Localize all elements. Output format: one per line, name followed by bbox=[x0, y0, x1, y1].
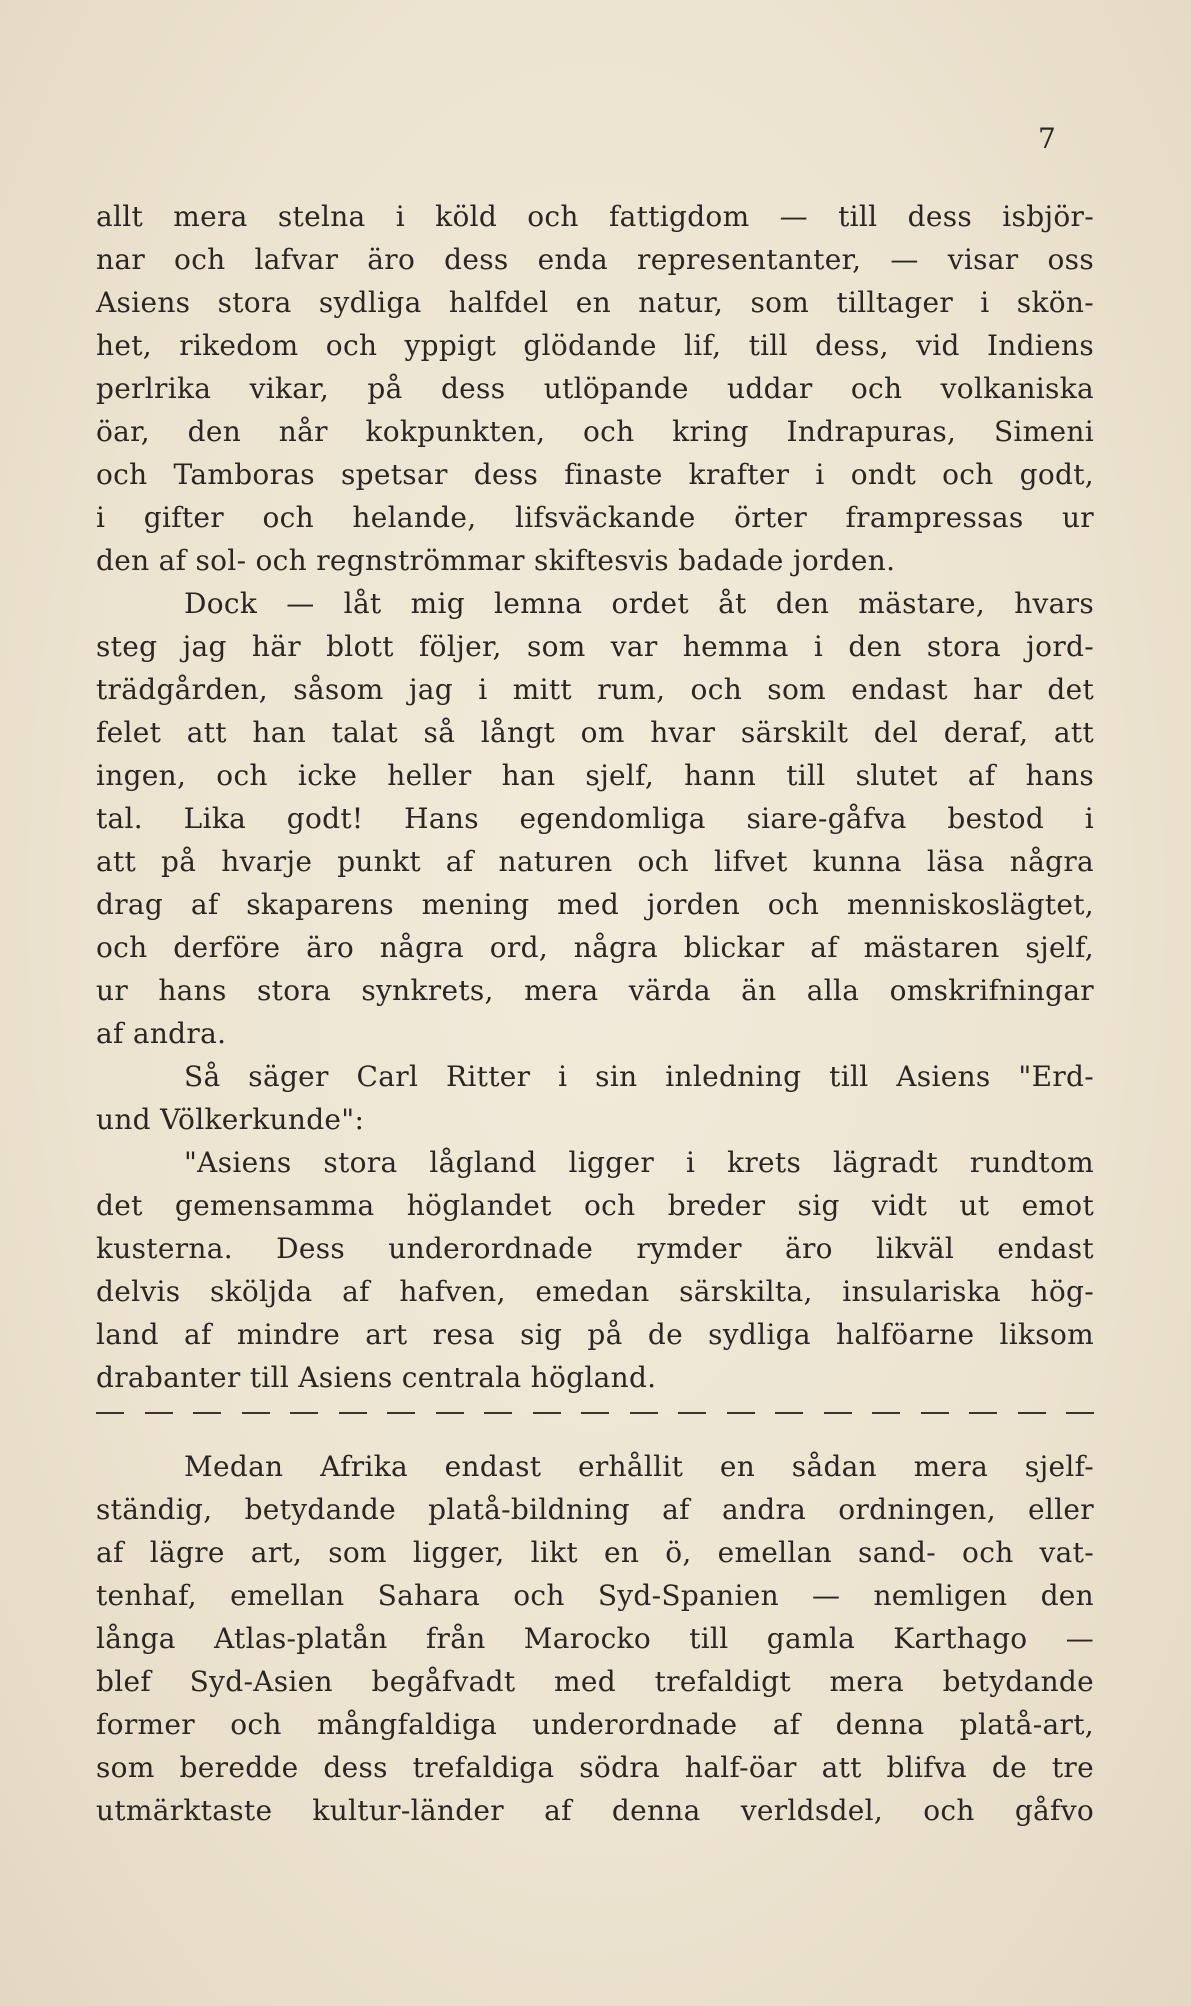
separator-dash bbox=[727, 1412, 755, 1414]
text-line: Dock — låt mig lemna ordet åt den mästare, hvars bbox=[184, 587, 1094, 620]
text-line: öar, den når kokpunkten, och kring Indrapuras, Simeni bbox=[96, 415, 1094, 448]
text-line: den af sol- och regnströmmar skiftesvis badade jorden. bbox=[96, 544, 896, 577]
text-line: af andra. bbox=[96, 1017, 227, 1050]
separator-dash bbox=[533, 1412, 561, 1414]
separator-dash bbox=[678, 1412, 706, 1414]
text-line: långa Atlas-platån från Marocko till gamla Karthago — bbox=[96, 1622, 1094, 1655]
section-separator bbox=[96, 1402, 1094, 1424]
text-line: och derföre äro några ord, några blickar af mästaren sjelf, bbox=[96, 931, 1094, 964]
text-line: tenhaf, emellan Sahara och Syd-Spanien — nemligen den bbox=[96, 1579, 1094, 1612]
separator-dash bbox=[581, 1412, 609, 1414]
text-line: kusterna. Dess underordnade rymder äro likväl endast bbox=[96, 1232, 1094, 1265]
text-line: att på hvarje punkt af naturen och lifvet kunna läsa några bbox=[96, 845, 1094, 878]
text-line: delvis sköljda af hafven, emedan särskilta, insulariska hög- bbox=[96, 1275, 1094, 1308]
separator-dash bbox=[969, 1412, 997, 1414]
separator-dash bbox=[145, 1412, 173, 1414]
separator-dash bbox=[872, 1412, 900, 1414]
text-line: Asiens stora sydliga halfdel en natur, som tilltager i skön- bbox=[96, 286, 1094, 319]
text-line: drag af skaparens mening med jorden och menniskoslägtet, bbox=[96, 888, 1094, 921]
text-line: nar och lafvar äro dess enda representanter, — visar oss bbox=[96, 243, 1094, 276]
text-line: former och mångfaldiga underordnade af denna platå-art, bbox=[96, 1708, 1094, 1741]
text-line: i gifter och helande, lifsväckande örter frampressas ur bbox=[96, 501, 1094, 534]
text-line: allt mera stelna i köld och fattigdom — till dess isbjör- bbox=[96, 200, 1094, 233]
text-line: blef Syd-Asien begåfvadt med trefaldigt mera betydande bbox=[96, 1665, 1094, 1698]
separator-dash bbox=[96, 1412, 124, 1414]
separator-dash bbox=[436, 1412, 464, 1414]
text-line: Så säger Carl Ritter i sin inledning till Asiens "Erd- bbox=[184, 1060, 1094, 1093]
text-line: det gemensamma höglandet och breder sig vidt ut emot bbox=[96, 1189, 1094, 1222]
text-line: som beredde dess trefaldiga södra half-öar att blifva de tre bbox=[96, 1751, 1094, 1784]
page-number: 7 bbox=[1038, 122, 1056, 155]
text-line: ständig, betydande platå-bildning af andra ordningen, eller bbox=[96, 1493, 1094, 1526]
text-line: perlrika vikar, på dess utlöpande uddar och volkaniska bbox=[96, 372, 1094, 405]
separator-dash bbox=[193, 1412, 221, 1414]
text-line: Medan Afrika endast erhållit en sådan mera sjelf- bbox=[184, 1450, 1094, 1483]
text-line: felet att han talat så långt om hvar särskilt del deraf, att bbox=[96, 716, 1094, 749]
separator-dash bbox=[387, 1412, 415, 1414]
text-section-one bbox=[96, 195, 1094, 1399]
separator-dash bbox=[1066, 1412, 1094, 1414]
separator-dash bbox=[1018, 1412, 1046, 1414]
separator-dash bbox=[242, 1412, 270, 1414]
text-line: land af mindre art resa sig på de sydliga halföarne liksom bbox=[96, 1318, 1094, 1351]
separator-dash bbox=[824, 1412, 852, 1414]
text-line: af lägre art, som ligger, likt en ö, emellan sand- och vat- bbox=[96, 1536, 1094, 1569]
text-line: ingen, och icke heller han sjelf, hann till slutet af hans bbox=[96, 759, 1094, 792]
separator-dash bbox=[484, 1412, 512, 1414]
text-line: und Völkerkunde": bbox=[96, 1103, 365, 1136]
text-line: het, rikedom och yppigt glödande lif, till dess, vid Indiens bbox=[96, 329, 1094, 362]
text-line: ur hans stora synkrets, mera värda än alla omskrifningar bbox=[96, 974, 1094, 1007]
separator-dash bbox=[775, 1412, 803, 1414]
text-line: trädgården, såsom jag i mitt rum, och som endast har det bbox=[96, 673, 1094, 706]
separator-dash bbox=[290, 1412, 318, 1414]
text-line: utmärktaste kultur-länder af denna verldsdel, och gåfvo bbox=[96, 1794, 1094, 1827]
text-line: tal. Lika godt! Hans egendomliga siare-gåfva bestod i bbox=[96, 802, 1094, 835]
separator-dash bbox=[630, 1412, 658, 1414]
separator-dash bbox=[339, 1412, 367, 1414]
text-section-two bbox=[96, 1445, 1094, 1832]
text-line: och Tamboras spetsar dess finaste krafter i ondt och godt, bbox=[96, 458, 1094, 491]
text-line: steg jag här blott följer, som var hemma i den stora jord- bbox=[96, 630, 1094, 663]
separator-dash bbox=[921, 1412, 949, 1414]
text-line: drabanter till Asiens centrala högland. bbox=[96, 1361, 657, 1394]
text-line: "Asiens stora lågland ligger i krets lägradt rundtom bbox=[184, 1146, 1094, 1179]
